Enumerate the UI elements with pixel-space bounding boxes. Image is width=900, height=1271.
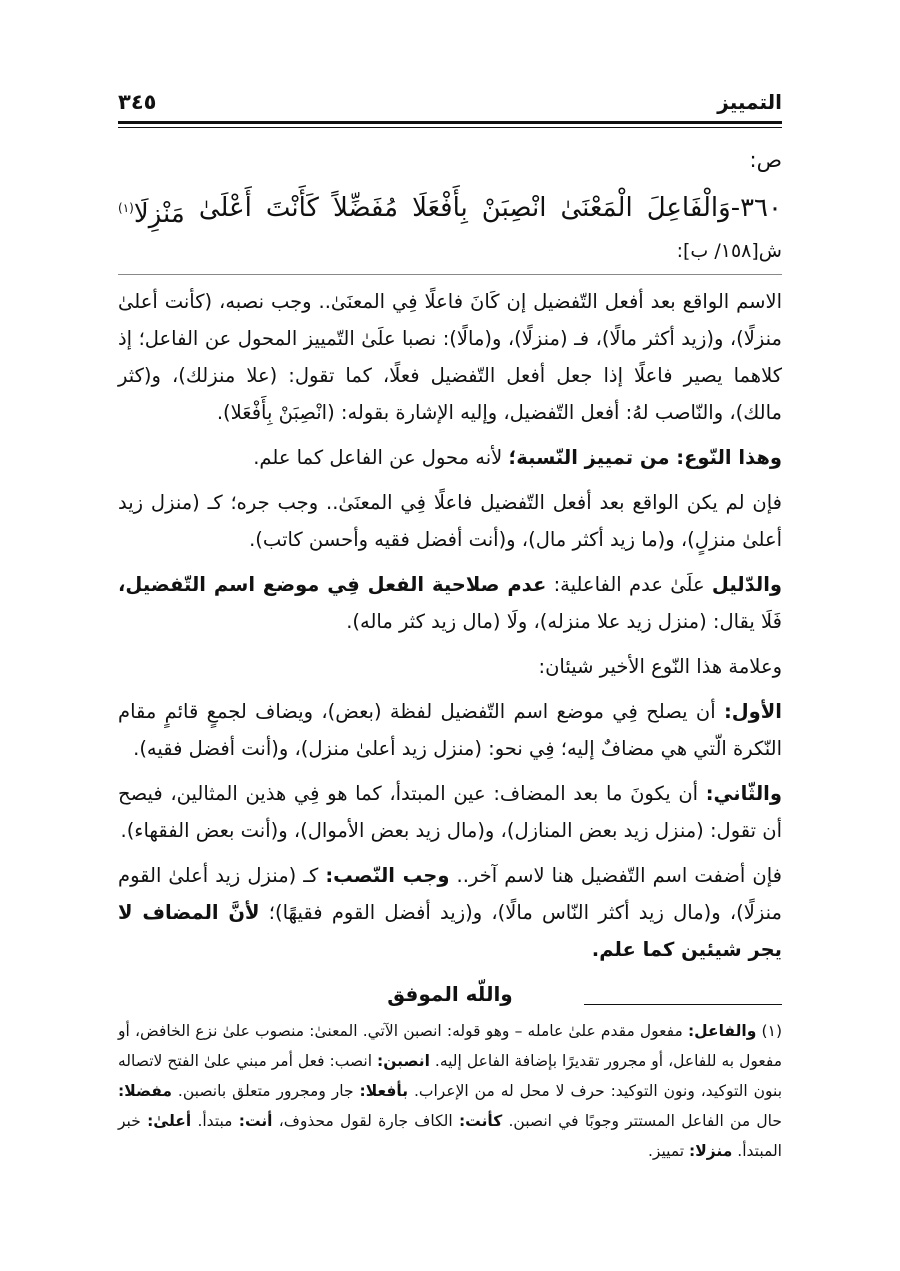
bold-phrase: وهذا النّوع: من تمييز النّسبة؛ [508,445,782,469]
verse-word: مُفَضِّلاً [332,193,399,223]
text-run: حال من الفاعل المستتر وجوبًا في انصبن. [502,1112,782,1130]
text-run: الكاف جارة لقول محذوف، [272,1112,459,1130]
bold-phrase: وجب النّصب: [325,863,450,887]
manuscript-reference: ش[١٥٨/ ب]: [676,239,782,262]
paragraph-dalil [118,566,782,640]
text-run: فَلَا يقال: (منزل زيد علا منزله)، ولَا (مال زيد كثر ماله). [346,609,782,633]
verse-last-word [118,186,185,236]
footnote-number: (١) [761,1022,782,1040]
paragraph-in-lam: فإن لم يكن الواقع بعد أفعل التّفضيل فاعلًا فِي المعنَىٰ.. وجب جره؛ كـ (منزل زيد أعلىٰ منزلٍ)، و(ما زيد أكثر مال)، و(أنت أفضل فقيه وأحسن كاتب). [118,490,782,551]
text-run: لأنه محول عن الفاعل كما علم. [253,445,509,469]
footnote-marker[interactable]: (١) [118,201,134,215]
verse-word: انْصِبَنْ [481,193,547,223]
footnote-rule [584,1004,782,1005]
verse-word: مَنْزِلَا [133,198,185,229]
text-run: فإن أضفت اسم التّفضيل هنا لاسم آخر.. [449,863,782,887]
text-run: علَىٰ عدم الفاعلية: [546,572,712,596]
bold-phrase: عدم صلاحية الفعل فِي موضع اسم التّفضيل، [118,572,547,596]
paragraph-idafa [118,857,782,968]
text-run: كـ (منزل زيد أعلىٰ القوم منزلًا)، و(مال زيد أكثر النّاس مالًا)، و(زيد أفضل القوم فقيهًا)؛ [118,863,782,924]
footnote-text [118,1016,782,1166]
bold-phrase: الأول: [723,699,782,723]
text-run: خبر المبتدأ. [118,1112,782,1160]
bold-phrase: كأنت: [458,1112,503,1130]
paragraph-awwal [118,693,782,767]
verse-word: كَأَنْتَ [265,193,319,223]
closing-phrase: واللّه الموفق [387,981,513,1006]
bold-phrase: مفضلا: [118,1082,172,1100]
main-text [118,142,782,1013]
paragraph-thani [118,775,782,849]
bold-phrase: أنت: [238,1112,273,1130]
header-rule-thick [118,121,782,124]
chapter-title: التمييز [717,90,782,114]
text-run: أن يكونَ ما بعد المضاف: عين المبتدأ، كما هو فِي هذين المثالين، فيصح أن تقول: (منزل زيد بعض المنازل)، و(مال زيد بعض الأموال)، و(أنت بعض الفقهاء). [118,781,782,842]
header-rule-thin [118,127,782,128]
page-number: ٣٤٥ [118,90,157,114]
bold-phrase: أعلىٰ: [147,1112,192,1130]
verse-word: أَعْلَىٰ [198,193,252,223]
paragraph-1: الاسم الواقع بعد أفعل التّفضيل إن كَانَ فاعلًا فِي المعنَىٰ.. وجب نصبه، (كأنت أعلىٰ منزلًا)، و(زيد أكثر مالًا)، فـ (منزلًا)، و(مالًا): نصبا علَىٰ التّمييز المحول عن الفاعل؛ إذ كلاهما يصير فاعلًا إذا جعل أفعل التّفضيل فعلًا، كما تقول: (علا منزلك)، و(كثر مالك)، والنّاصب لهُ: أفعل التّفضيل، وإليه الإشارة بقوله: (انْصِبَنْ بِأَفْعَلا). [118,289,782,424]
verse-label: ص: [749,148,782,172]
text-run: مبتدأ. [191,1112,239,1130]
verse-separator [118,274,782,275]
verse-word: ٣٦٠-وَالْفَاعِلَ [646,193,782,223]
bold-phrase: والدّليل [711,572,782,596]
text-run: انصب: فعل أمر مبني علىٰ الفتح لاتصاله بنون التوكيد، ونون التوكيد: حرف لا محل له من الإعراب. [118,1052,783,1100]
paragraph-naw [118,439,782,476]
bold-phrase: انصبن: [377,1052,430,1070]
text-run: جار ومجرور متعلق بانصبن. [172,1082,360,1100]
bold-phrase: منزلا: [689,1142,733,1160]
verse-word: بِأَفْعَلَا [412,193,468,223]
text-run: أن يصلح فِي موضع اسم التّفضيل لفظة (بعض)، ويضاف لجمعٍ قائمٍ مقام النّكرة الّتي هي مضافٌ إليه؛ فِي نحو: (منزل زيد أعلىٰ منزل)، و(أنت أفضل فقيه). [118,699,782,760]
paragraph-alamah: وعلامة هذا النّوع الأخير شيئان: [538,654,782,678]
bold-phrase: لأنَّ المضاف لا يجر شيئين كما علم. [118,900,782,961]
verse-word: الْمَعْنَىٰ [560,193,633,223]
bold-phrase: بأفعلا: [359,1082,409,1100]
page-header [118,84,782,114]
text-run: مفعول مقدم علىٰ عامله – وهو قوله: انصبن الآتي. المعنىٰ: منصوب علىٰ نزع الخافض، أو مفعول به للفاعل، أو مجرور تقديرًا بإضافة الفاعل إليه. [118,1022,782,1070]
bold-phrase: والثّاني: [705,781,782,805]
text-run: تمييز. [647,1142,690,1160]
verse-line [118,186,782,236]
footnote [118,1016,782,1166]
bold-phrase: والفاعل: [687,1022,757,1040]
